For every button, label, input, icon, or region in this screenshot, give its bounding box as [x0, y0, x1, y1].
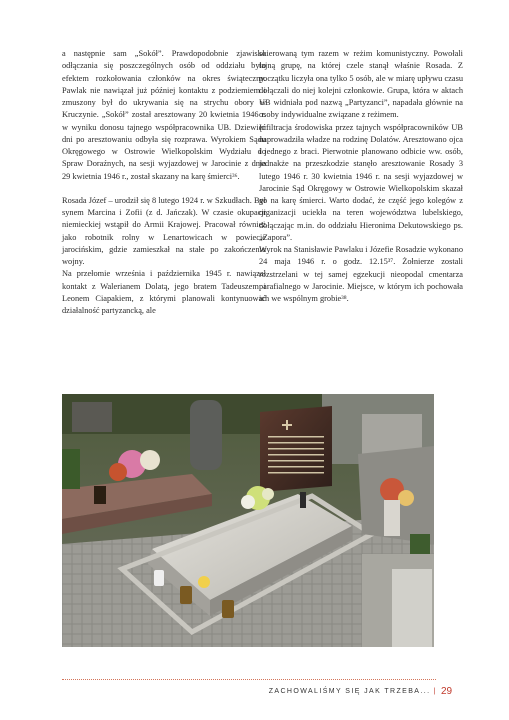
left-headstone	[190, 400, 222, 470]
left-paragraph-2: Rosada Józef – urodził się 8 lutego 1924 r. w Szkudłach. Był synem Marcina i Zofii (z d. Jańczak). W czasie okupacji niemieckiej wstąpił do Armii Krajowej. Pracował również jako robotnik rolny w Lenartowicach w powiecie jarocińskim, gdzie zamieszkał na stałe po zakończeniu wojny.	[62, 195, 266, 266]
running-title-text: ZACHOWALIŚMY SIĘ JAK TRZEBA...	[268, 688, 431, 695]
right-paragraph-2: Infiltracja środowiska przez tajnych współpracowników UB naprowadziła władze na rodzinę Dolatów. Aresztowano ojca i jednego z braci. Pierwotnie planowano odbicie ww. osób, jednakże na przeszkodzie stanęło aresztowanie Rosady 3 lutego 1946 r. 30 kwietnia 1946 r. na sesji wyjazdowej w Jarocinie Sąd Okręgowy w Ostrowie Wielkopolskim skazał go na karę śmierci. Warto dodać, że część jego kolegów z organizacji uciekła na teren województwa lubelskiego, dołączając m.in. do oddziału Hieronima Dekutowskiego ps. „Zapora”.	[259, 122, 463, 242]
footer-divider	[62, 679, 436, 680]
candle-lantern	[154, 570, 164, 586]
candle-lantern	[180, 586, 192, 604]
right-text-column	[259, 48, 463, 305]
left-paragraph-3: Na przełomie września i października 1945 r. nawiązał kontakt z Walerianem Dolatą, jego bratem Tadeuszem i Leonem Ciapakiem, z którymi planowali kontynuować działalność partyzancką, ale	[62, 269, 266, 315]
right-paragraph-3: Wyrok na Stanisławie Pawlaku i Józefie Rosadzie wykonano 24 maja 1946 r. o godz. 12.15³⁷. Żołnierze zostali rozstrzelani w tej samej egzekucji nieopodal cmentarza parafialnego w Jarocinie. Miejsce, w którym ich pochowała ich we wspólnym grobie³⁸.	[259, 245, 463, 303]
running-title	[269, 688, 437, 695]
footer-separator: |	[433, 688, 437, 695]
page-number: 29	[441, 686, 453, 697]
left-text-column	[62, 48, 266, 317]
candle-lantern	[222, 600, 234, 618]
left-paragraph-1: a następnie sam „Sokół”. Prawdopodobnie zjawisko odłączania się poszczególnych osób od oddziału było efektem rozkołowania członków na okres świąteczny. Pawlak nie nawiązał już później kontaktu z podziemiem i zmuszony był do ukrywania się na strychu obory w Kruczynie. „Sokół” został aresztowany 20 kwietnia 1946 r. w wyniku donosu tajnego współpracownika UB. Dziewięć dni po aresztowaniu odbyła się rozprawa. Wyrokiem Sądu Okręgowego w Ostrowie Wielkopolskim Wydziału do Spraw Doraźnych, na sesji wyjazdowej w Jarocinie z dnia 29 kwietnia 1946 r., został skazany na karę śmierci³⁶.	[62, 49, 266, 181]
right-paragraph-1: skierowaną tym razem w reżim komunistyczny. Powołali tajną grupę, na której czele stanął właśnie Rosada. Z początku liczyła ona tylko 5 osób, ale w miarę upływu czasu dołączali do niej kolejni członkowie. Grupa, która w aktach UB widniała pod nazwą „Partyzanci”, napadała głównie na osoby indywidualne związane z reżimem.	[259, 49, 463, 120]
cemetery-grave-photo	[62, 394, 434, 647]
